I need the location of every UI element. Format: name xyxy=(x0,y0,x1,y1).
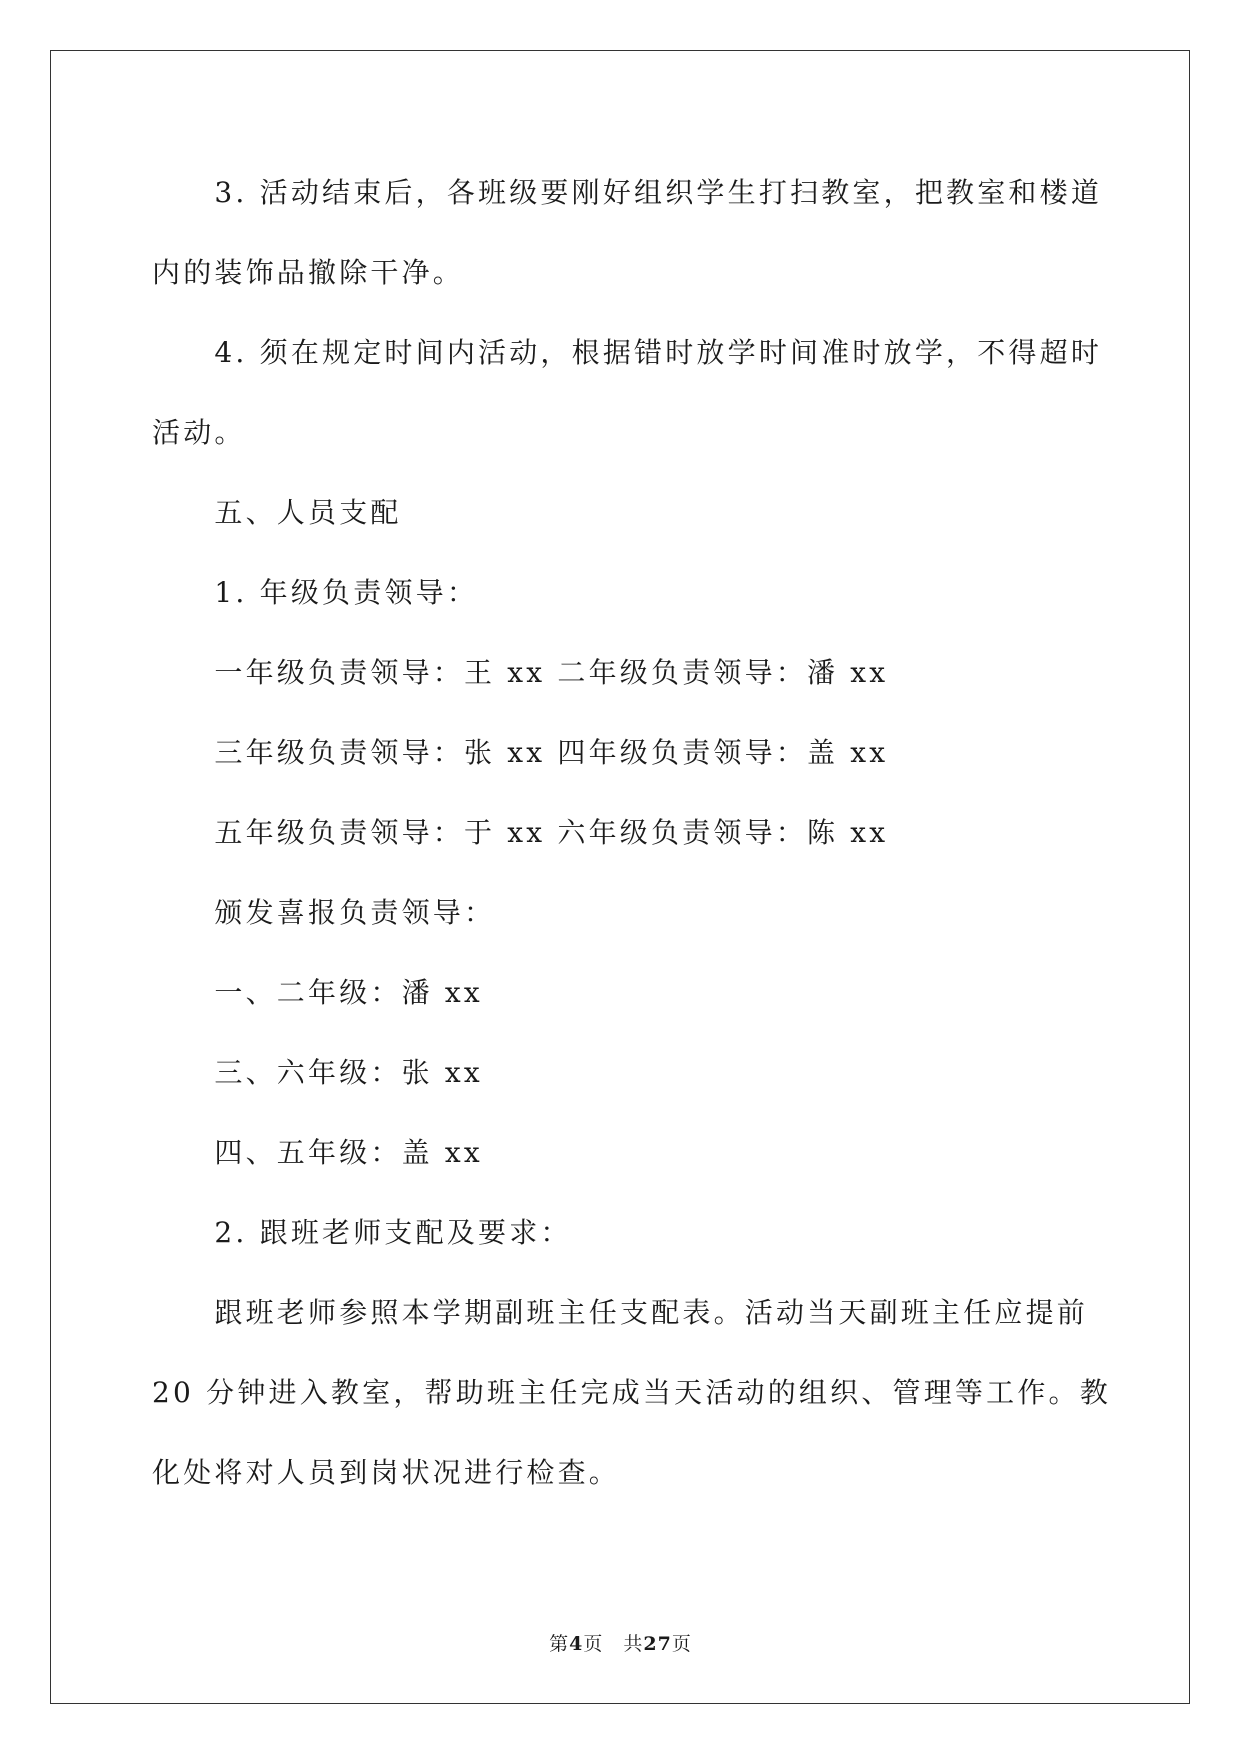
text-line: 三、六年级：张 xx xyxy=(152,1056,483,1089)
page-number: 4 xyxy=(569,1633,584,1655)
text-line: 3. 活动结束后，各班级要刚好组织学生打扫教室，把教室和楼道 xyxy=(152,176,1103,209)
page-footer xyxy=(0,1632,1241,1656)
text-line: 一年级负责领导：王 xx 二年级负责领导：潘 xx xyxy=(152,656,889,689)
text-line: 内的装饰品撤除干净。 xyxy=(152,256,465,289)
text-line: 2. 跟班老师支配及要求： xyxy=(152,1216,572,1249)
footer-prefix: 第 xyxy=(549,1633,570,1655)
text-line: 4. 须在规定时间内活动，根据错时放学时间准时放学，不得超时 xyxy=(152,336,1103,369)
footer-mid: 页 共 xyxy=(583,1633,644,1655)
text-line: 化处将对人员到岗状况进行检查。 xyxy=(152,1456,621,1489)
footer-suffix: 页 xyxy=(671,1633,692,1655)
text-line: 颁发喜报负责领导： xyxy=(152,896,496,929)
text-line: 四、五年级：盖 xx xyxy=(152,1136,483,1169)
text-line: 一、二年级：潘 xx xyxy=(152,976,483,1009)
text-line: 20 分钟进入教室，帮助班主任完成当天活动的组织、管理等工作。教 xyxy=(152,1376,1111,1409)
section-heading: 五、人员支配 xyxy=(152,496,402,529)
text-line: 五年级负责领导：于 xx 六年级负责领导：陈 xx xyxy=(152,816,889,849)
text-line: 三年级负责领导：张 xx 四年级负责领导：盖 xx xyxy=(152,736,889,769)
text-line: 跟班老师参照本学期副班主任支配表。活动当天副班主任应提前 xyxy=(152,1296,1089,1329)
total-pages: 27 xyxy=(643,1633,672,1655)
text-line: 活动。 xyxy=(152,416,246,449)
text-line: 1. 年级负责领导： xyxy=(152,576,479,609)
